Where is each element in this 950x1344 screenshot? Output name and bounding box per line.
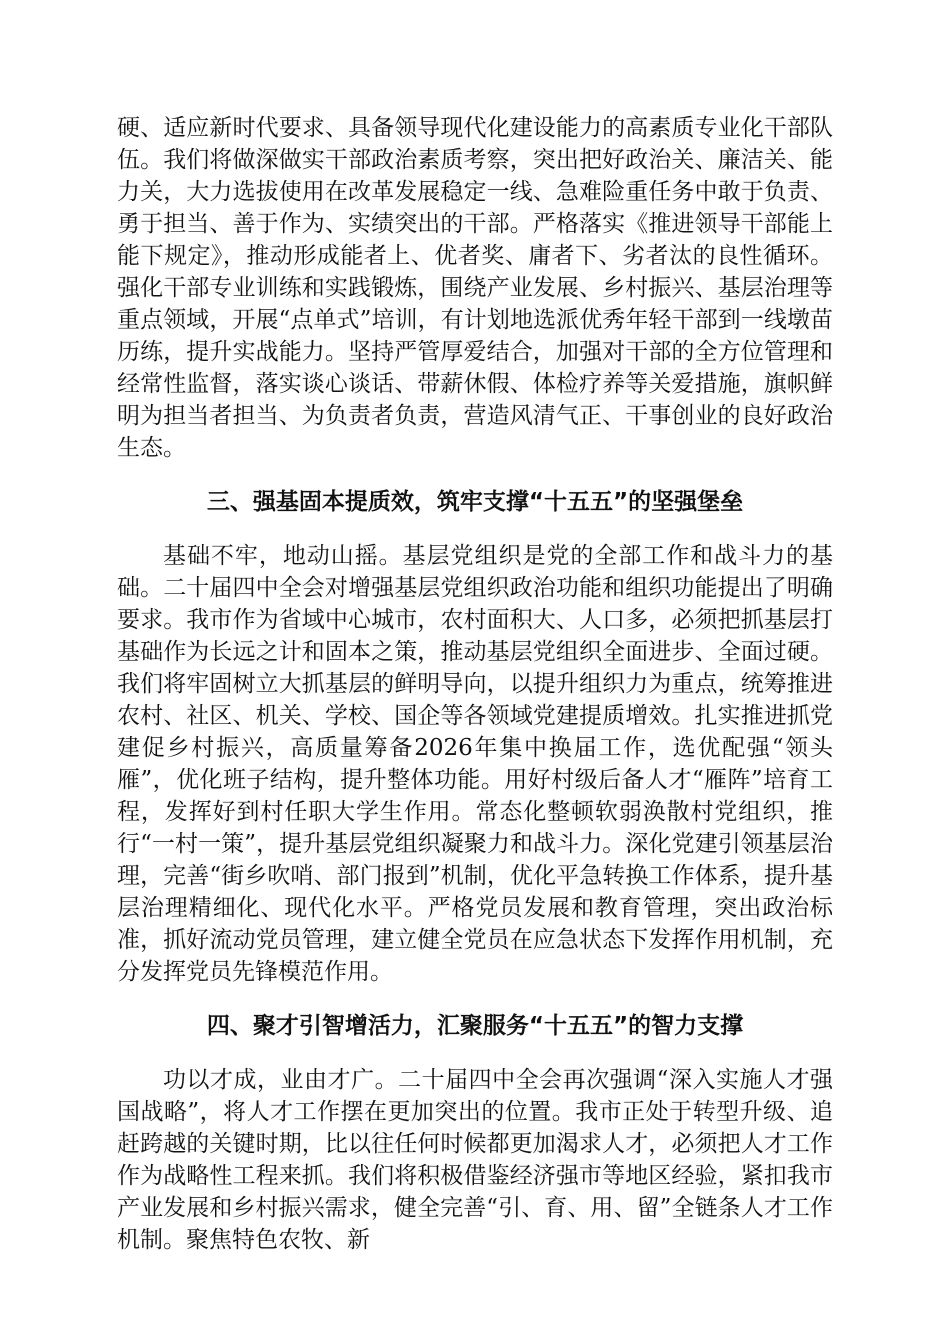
section-heading-3: 三、强基固本提质效，筑牢支撑“十五五”的坚强堡垒 <box>206 489 744 515</box>
body-paragraph: 功以才成，业由才广。二十届四中全会再次强调“深入实施人才强国战略”，将人才工作摆在更加突出的位置。我市正处于转型升级、追赶跨越的关键时期，比以往任何时候都更加渴求人才，必须把人才工作作为战略性工程来抓。我们将积极借鉴经济强市等地区经验，紧扣我市产业发展和乡村振兴需求，健全完善“引、育、用、留”全链条人才工作机制。聚焦特色农牧、新 <box>117 1067 833 1253</box>
document-page <box>117 112 833 1256</box>
body-paragraph: 硬、适应新时代要求、具备领导现代化建设能力的高素质专业化干部队伍。我们将做深做实干部政治素质考察，突出把好政治关、廉洁关、能力关，大力选拔使用在改革发展稳定一线、急难险重任务中敢于负责、勇于担当、善于作为、实绩突出的干部。严格落实《推进领导干部能上能下规定》，推动形成能者上、优者奖、庸者下、劣者汰的良性循环。强化干部专业训练和实践锻炼，围绕产业发展、乡村振兴、基层治理等重点领域，开展“点单式”培训，有计划地选派优秀年轻干部到一线墩苗历练，提升实战能力。坚持严管厚爱结合，加强对干部的全方位管理和经常性监督，落实谈心谈话、带薪休假、体检疗养等关爱措施，旗帜鲜明为担当者担当、为负责者负责，营造风清气正、干事创业的良好政治生态。 <box>117 115 833 461</box>
section-heading-4: 四、聚才引智增活力，汇聚服务“十五五”的智力支撑 <box>206 1013 744 1039</box>
body-paragraph: 基础不牢，地动山摇。基层党组织是党的全部工作和战斗力的基础。二十届四中全会对增强基层党组织政治功能和组织功能提出了明确要求。我市作为省域中心城市，农村面积大、人口多，必须把抓基层打基础作为长远之计和固本之策，推动基层党组织全面进步、全面过硬。我们将牢固树立大抓基层的鲜明导向，以提升组织力为重点，统筹推进农村、社区、机关、学校、国企等各领域党建提质增效。扎实推进抓党建促乡村振兴，高质量筹备2026年集中换届工作，选优配强“领头雁”，优化班子结构，提升整体功能。用好村级后备人才“雁阵”培育工程，发挥好到村任职大学生作用。常态化整顿软弱涣散村党组织，推行“一村一策”，提升基层党组织凝聚力和战斗力。深化党建引领基层治理，完善“街乡吹哨、部门报到”机制，优化平急转换工作体系，提升基层治理精细化、现代化水平。严格党员发展和教育管理，突出政治标准，抓好流动党员管理，建立健全党员在应急状态下发挥作用机制，充分发挥党员先锋模范作用。 <box>117 543 833 985</box>
